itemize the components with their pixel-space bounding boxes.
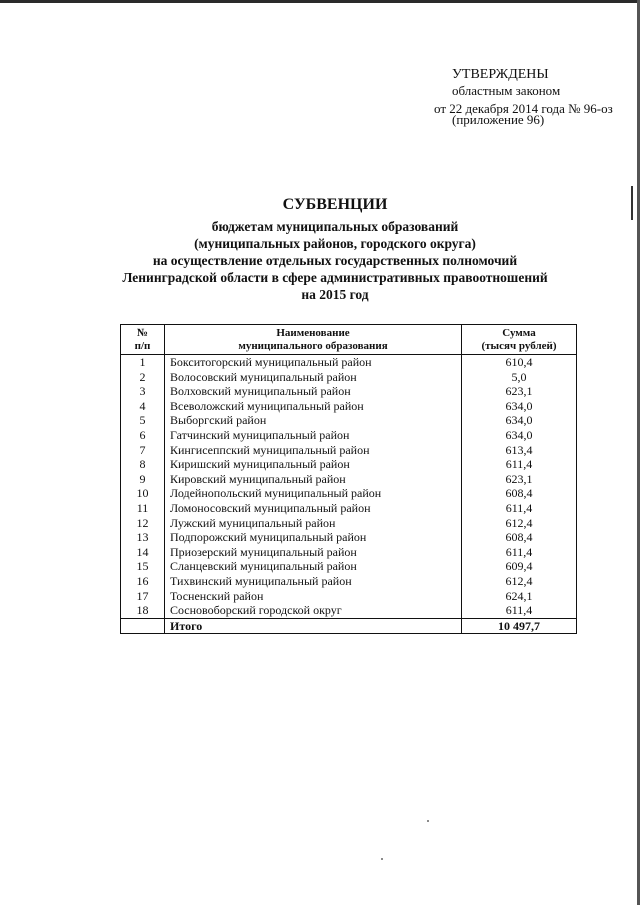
table-header-row [121,325,577,355]
table-row [121,530,577,545]
subventions-table [120,324,577,634]
row-name: Лодейнопольский муниципальный район [165,486,462,501]
table-row [121,399,577,414]
header-sum [462,325,577,355]
header-name-line2: муниципального образования [238,340,388,352]
row-sum: 611,4 [462,603,577,618]
row-sum: 613,4 [462,443,577,458]
row-sum: 623,1 [462,384,577,399]
table-row [121,472,577,487]
title-line: на 2015 год [301,287,369,302]
approval-date: от 22 декабря 2014 года № 96-оз [434,101,613,116]
row-number: 12 [121,516,165,531]
row-name: Сосновоборский городской округ [165,603,462,618]
row-number: 2 [121,370,165,385]
header-num [121,325,165,355]
row-name: Сланцевский муниципальный район [165,559,462,574]
row-name: Волховский муниципальный район [165,384,462,399]
row-name: Кировский муниципальный район [165,472,462,487]
row-sum: 611,4 [462,457,577,472]
title-line: Ленинградской области в сфере административных правоотношений [122,270,548,285]
row-number: 15 [121,559,165,574]
row-number: 9 [121,472,165,487]
header-name-line1: Наименование [276,327,350,339]
approval-appendix: (приложение 96) [452,112,545,127]
title-line: (муниципальных районов, городского округа) [194,236,476,251]
header-num-line2: п/п [134,340,151,352]
table-row [121,384,577,399]
scan-edge-top [0,0,640,3]
row-sum: 5,0 [462,370,577,385]
table-row [121,413,577,428]
row-name: Ломоносовский муниципальный район [165,501,462,516]
scan-mark [631,186,633,220]
row-name: Тосненский район [165,589,462,604]
row-sum: 610,4 [462,355,577,370]
table-row [121,370,577,385]
row-name: Волосовский муниципальный район [165,370,462,385]
header-sum-line1: Сумма [502,327,536,339]
row-sum: 608,4 [462,486,577,501]
header-num-line1: № [136,327,149,339]
row-sum: 623,1 [462,472,577,487]
table-row [121,559,577,574]
row-sum: 624,1 [462,589,577,604]
row-name: Всеволожский муниципальный район [165,399,462,414]
table-row [121,428,577,443]
row-name: Кингисеппский муниципальный район [165,443,462,458]
row-number: 3 [121,384,165,399]
table-row [121,545,577,560]
row-number: 4 [121,399,165,414]
document-title [60,195,610,303]
row-number: 14 [121,545,165,560]
row-number: 17 [121,589,165,604]
row-number: 16 [121,574,165,589]
table-row [121,516,577,531]
row-name: Гатчинский муниципальный район [165,428,462,443]
total-label: Итого [165,618,462,633]
row-name: Подпорожский муниципальный район [165,530,462,545]
scan-speck [427,820,429,822]
table-row [121,501,577,516]
approval-approved: УТВЕРЖДЕНЫ [452,67,549,82]
scan-speck [381,858,383,860]
row-number: 18 [121,603,165,618]
header-sum-line2: (тысяч рублей) [481,340,557,352]
table-total-row [121,618,577,633]
row-number: 7 [121,443,165,458]
row-sum: 611,4 [462,545,577,560]
row-number: 6 [121,428,165,443]
total-number-cell [121,618,165,633]
row-sum: 609,4 [462,559,577,574]
row-sum: 634,0 [462,413,577,428]
row-sum: 612,4 [462,574,577,589]
table-row [121,457,577,472]
row-name: Выборгский район [165,413,462,428]
header-name [165,325,462,355]
row-name: Приозерский муниципальный район [165,545,462,560]
row-sum: 612,4 [462,516,577,531]
row-sum: 611,4 [462,501,577,516]
table-row [121,574,577,589]
row-sum: 634,0 [462,428,577,443]
title-line: бюджетам муниципальных образований [211,219,459,234]
row-sum: 634,0 [462,399,577,414]
row-number: 1 [121,355,165,370]
total-sum: 10 497,7 [462,618,577,633]
row-name: Киришский муниципальный район [165,457,462,472]
table-row [121,603,577,618]
row-number: 5 [121,413,165,428]
title-line: на осуществление отдельных государственных полномочий [152,253,518,268]
row-number: 10 [121,486,165,501]
table-row [121,589,577,604]
row-name: Лужский муниципальный район [165,516,462,531]
row-number: 11 [121,501,165,516]
row-number: 13 [121,530,165,545]
title-main: СУБВЕНЦИИ [282,196,388,213]
table-row [121,486,577,501]
row-sum: 608,4 [462,530,577,545]
table-row [121,443,577,458]
approval-law: областным законом [452,83,561,98]
table-row [121,355,577,370]
row-number: 8 [121,457,165,472]
row-name: Тихвинский муниципальный район [165,574,462,589]
row-name: Бокситогорский муниципальный район [165,355,462,370]
